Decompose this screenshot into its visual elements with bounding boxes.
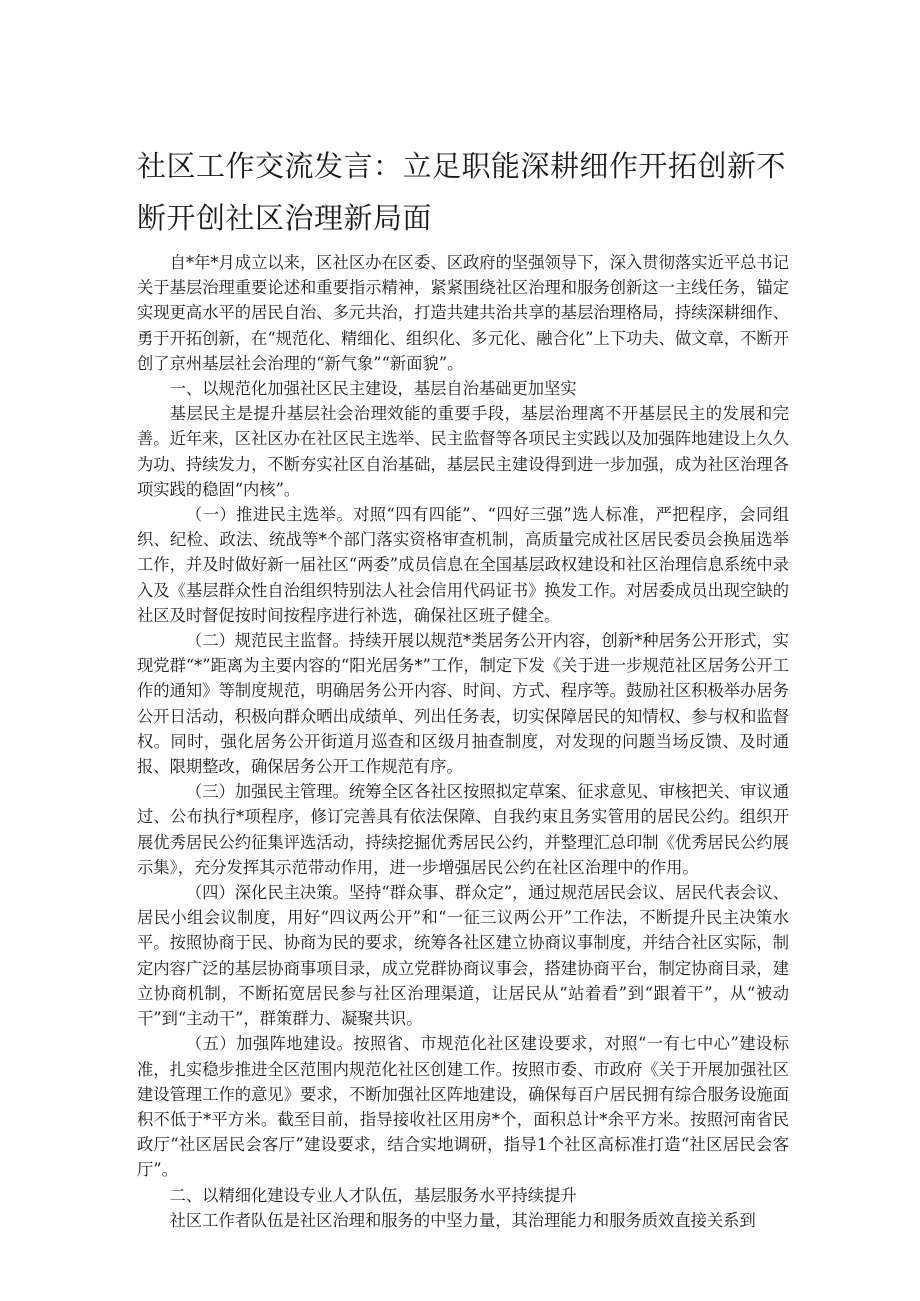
subsection-paragraph: （四）深化民主决策。坚持“群众事、群众定”，通过规范居民会议、居民代表会议、居民小组会议制度，用好“四议两公开”和“一征三议两公开”工作法，不断提升民主决策水平。按照协商于民、协商为民的要求，统筹各社区建立协商议事制度，并结合社区实际，制定内容广泛的基层协商事项目录，成立党群协商议事会，搭建协商平台，制定协商目录，建立协商机制，不断拓宽居民参与社区治理渠道，让居民从“站着看”到“跟着干”，从“被动干”到“主动干”，群策群力、凝聚共识。 (137, 883, 789, 1029)
subsection-paragraph: （三）加强民主管理。统筹全区各社区按照拟定草案、征求意见、审核把关、审议通过、公布执行*项程序，修订完善具有依法保障、自我约束且务实管用的居民公约。组织开展优秀居民公约征集评选活动，持续挖掘优秀居民公约，并整理汇总印制《优秀居民公约展示集》，充分发挥其示范带动作用，进一步增强居民公约在社区治理中的作用。 (137, 782, 789, 877)
intro-paragraph: 自*年*月成立以来，区社区办在区委、区政府的坚强领导下，深入贯彻落实近平总书记关于基层治理重要论述和重要指示精神，紧紧围绕社区治理和服务创新这一主线任务，锚定实现更高水平的居民自治、多元共治，打造共建共治共享的基层治理格局，持续深耕细作、勇于开拓创新，在“规范化、精细化、组织化、多元化、融合化”上下功夫、做文章，不断开创了京州基层社会治理的“新气象”“新面貌”。 (137, 253, 789, 373)
section-heading: 一、以规范化加强社区民主建设，基层自治基础更加坚实 (169, 379, 577, 399)
body-paragraph: 社区工作者队伍是社区治理和服务的中坚力量，其治理能力和服务质效直接关系到 (169, 1210, 756, 1230)
subsection-paragraph: （一）推进民主选举。对照“四有四能”、“四好三强”选人标准，严把程序，会同组织、纪检、政法、统战等*个部门落实资格审查机制，高质量完成社区居民委员会换届选举工作，并及时做好新一届社区“两委”成员信息在全国基层政权建设和社区治理信息系统中录入及《基层群众性自治组织特别法人社会信用代码证书》换发工作。对居委成员出现空缺的社区及时督促按时间按程序进行补选，确保社区班子健全。 (137, 505, 789, 625)
subsection-paragraph: （五）加强阵地建设。按照省、市规范化社区建设要求，对照“一有七中心”建设标准，扎实稳步推进全区范围内规范化社区创建工作。按照市委、市政府《关于开展加强社区建设管理工作的意见》要求，不断加强社区阵地建设，确保每百户居民拥有综合服务设施面积不低于*平方米。截至目前，指导接收社区用房*个，面积总计*余平方米。按照河南省民政厅“社区居民会客厅”建设要求，结合实地调研，指导1个社区高标准打造“社区居民会客厅”。 (137, 1034, 789, 1180)
section-heading: 二、以精细化建设专业人才队伍，基层服务水平持续提升 (169, 1185, 577, 1205)
page-title: 社区工作交流发言：立足职能深耕细作开拓创新不断开创社区治理新局面 (137, 149, 787, 235)
body-paragraph: 基层民主是提升基层社会治理效能的重要手段，基层治理离不开基层民主的发展和完善。近年来，区社区办在社区民主选举、民主监督等各项民主实践以及加强阵地建设上久久为功、持续发力，不断夯实社区自治基础，基层民主建设得到进一步加强，成为社区治理各项实践的稳固“内核”。 (137, 404, 789, 499)
subsection-paragraph: （二）规范民主监督。持续开展以规范*类居务公开内容，创新*种居务公开形式，实现党群“*”距离为主要内容的“阳光居务*”工作，制定下发《关于进一步规范社区居务公开工作的通知》等制度规范，明确居务公开内容、时间、方式、程序等。鼓励社区积极举办居务公开日活动，积极向群众晒出成绩单、列出任务表，切实保障居民的知情权、参与权和监督权。同时，强化居务公开街道月巡查和区级月抽查制度，对发现的问题当场反馈、及时通报、限期整改，确保居务公开工作规范有序。 (137, 631, 789, 777)
document-body (137, 250, 789, 1233)
